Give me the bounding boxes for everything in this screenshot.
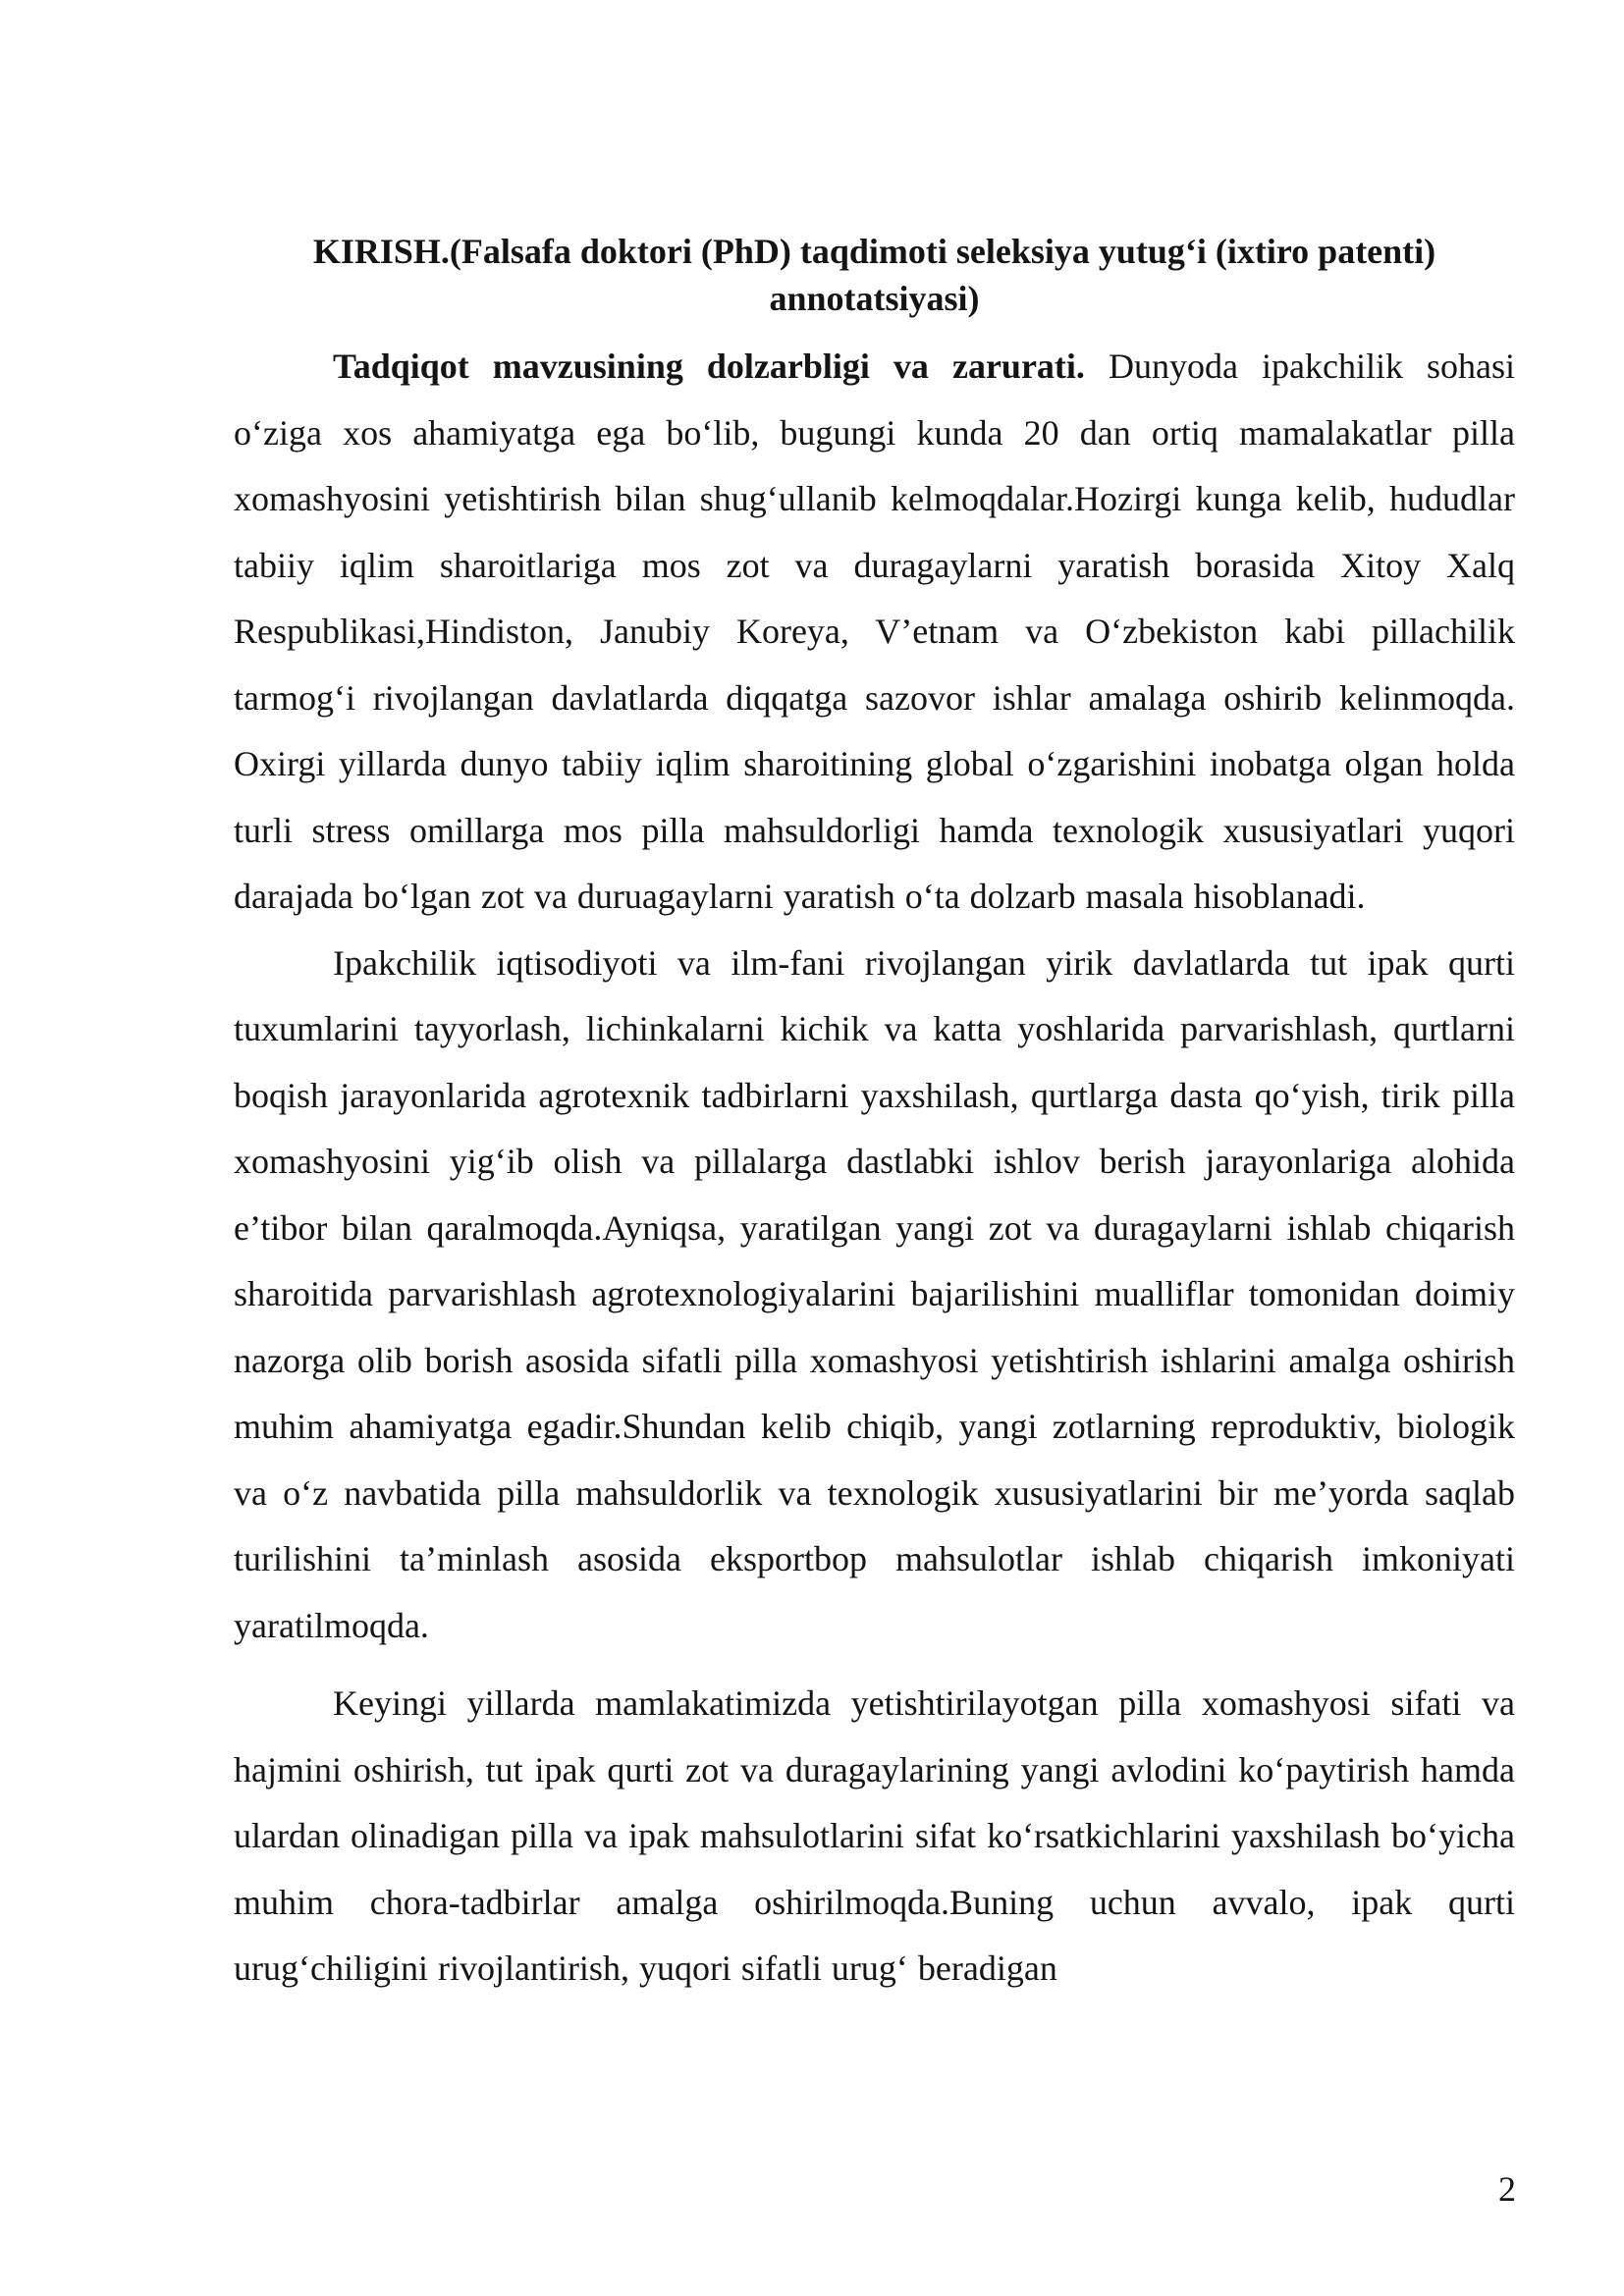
- document-body: [234, 228, 1515, 2002]
- paragraph-text: Dunyoda ipakchilik sohasi o‘ziga xos ahamiyatga ega bo‘lib, bugungi kunda 20 dan ortiq mamalakatlar pilla xomashyosini yetishtirish bilan shug‘ullanib kelmoqdalar.Hozirgi kunga kelib, hududlar tabiiy iqlim sharoitlariga mos zot va duragaylarni yaratish borasida Xitoy Xalq Respublikasi,Hindiston, Janubiy Koreya, V’etnam va O‘zbekiston kabi pillachilik tarmog‘i rivojlangan davlatlarda diqqatga sazovor ishlar amalaga oshirib kelinmoqda. Oxirgi yillarda dunyo tabiiy iqlim sharoitining global o‘zgarishini inobatga olgan holda turli stress omillarga mos pilla mahsuldorligi hamda texnologik xususiyatlari yuqori darajada bo‘lgan zot va duruagaylarni yaratish o‘ta dolzarb masala hisoblanadi.: [234, 347, 1515, 916]
- paragraph-text: Keyingi yillarda mamlakatimizda yetishtirilayotgan pilla xomashyosi sifati va hajmini oshirish, tut ipak qurti zot va duragaylarining yangi avlodini ko‘paytirish hamda ulardan olinadigan pilla va ipak mahsulotlarini sifat ko‘rsatkichlarini yaxshilash bo‘yicha muhim chora-tadbirlar amalga oshirilmoqda.Buning uchun avvalo, ipak qurti urug‘chiligini rivojlantirish, yuqori sifatli urug‘ beradigan: [234, 1683, 1515, 1988]
- paragraph-relevance: [234, 334, 1515, 931]
- document-title: KIRISH.(Falsafa doktori (PhD) taqdimoti seleksiya yutug‘i (ixtiro patenti) annotatsiyasi): [312, 232, 1436, 318]
- page-number: 2: [1498, 2169, 1516, 2209]
- paragraph-lead-heading: Tadqiqot mavzusining dolzarbligi va zarurati.: [333, 347, 1085, 386]
- paragraph-recent-measures: [234, 1671, 1515, 2002]
- paragraph-sericulture-practices: [234, 931, 1515, 1660]
- paragraph-text: Ipakchilik iqtisodiyoti va ilm-fani rivojlangan yirik davlatlarda tut ipak qurti tuxumlarini tayyorlash, lichinkalarni kichik va katta yoshlarida parvarishlash, qurtlarni boqish jarayonlarida agrotexnik tadbirlarni yaxshilash, qurtlarga dasta qo‘yish, tirik pilla xomashyosini yig‘ib olish va pillalarga dastlabki ishlov berish jarayonlariga alohida e’tibor bilan qaralmoqda.Ayniqsa, yaratilgan yangi zot va duragaylarni ishlab chiqarish sharoitida parvarishlash agrotexnologiyalarini bajarilishini mualliflar tomonidan doimiy nazorga olib borish asosida sifatli pilla xomashyosi yetishtirish ishlarini amalga oshirish muhim ahamiyatga egadir.Shundan kelib chiqib, yangi zotlarning reproduktiv, biologik va o‘z navbatida pilla mahsuldorlik va texnologik xususiyatlarini bir me’yorda saqlab turilishini ta’minlash asosida eksportbop mahsulotlar ishlab chiqarish imkoniyati yaratilmoqda.: [234, 942, 1515, 1645]
